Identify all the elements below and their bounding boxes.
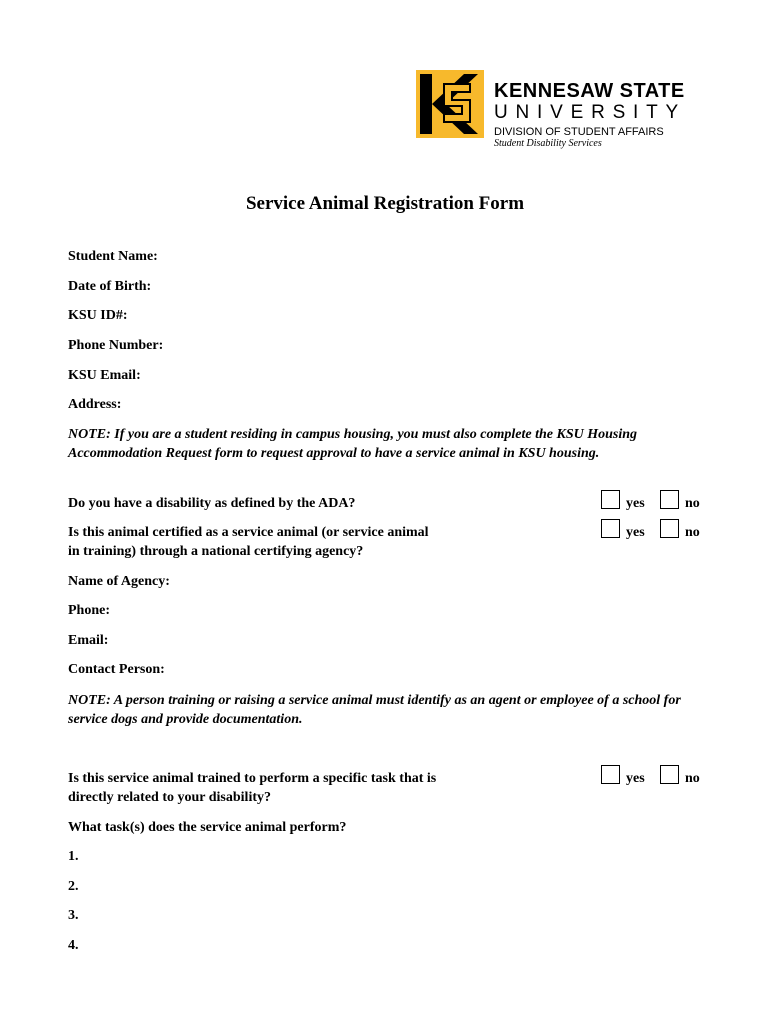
certified-question-line1: Is this animal certified as a service animal (or service animal [68,525,429,540]
certified-yes-checkbox[interactable] [601,519,620,538]
certified-question-line2: in training) through a national certifying agency? [68,544,364,559]
ada-yes-label: yes [626,496,645,511]
training-note: NOTE: A person training or raising a service animal must identify as an agent or employee of a school for service dogs and provide documentation. [68,693,681,727]
contact-person-label: Contact Person: [68,662,165,677]
date-of-birth-label: Date of Birth: [68,279,152,294]
task-no-label: no [685,771,700,786]
logo-line1: KENNESAW STATE [494,80,685,102]
task-item-4: 4. [68,938,79,953]
ada-no-label: no [685,496,700,511]
tasks-label: What task(s) does the service animal perform? [68,820,347,835]
address-label: Address: [68,397,122,412]
form-title: Service Animal Registration Form [245,193,525,214]
ksu-email-label: KSU Email: [68,368,141,383]
logo-line3: DIVISION OF STUDENT AFFAIRS [494,126,664,138]
logo-line2: UNIVERSITY [494,102,687,123]
ada-yes-checkbox[interactable] [601,490,620,509]
task-question-line2: directly related to your disability? [68,790,271,805]
agency-phone-label: Phone: [68,603,110,618]
certified-no-checkbox[interactable] [660,519,679,538]
student-name-label: Student Name: [68,249,158,264]
task-no-checkbox[interactable] [660,765,679,784]
phone-number-label: Phone Number: [68,338,164,353]
housing-note: NOTE: If you are a student residing in campus housing, you must also complete the KSU Housing Accommodation Request form to request approval to have a service animal in KSU housing. [68,427,638,461]
agency-email-label: Email: [68,633,109,648]
certified-no-label: no [685,525,700,540]
ada-no-checkbox[interactable] [660,490,679,509]
task-yes-checkbox[interactable] [601,765,620,784]
task-yes-label: yes [626,771,645,786]
task-question-line1: Is this service animal trained to perform a specific task that is [68,771,437,786]
task-item-2: 2. [68,879,79,894]
agency-name-label: Name of Agency: [68,574,170,589]
ksu-id-label: KSU ID#: [68,308,128,323]
ksu-logo [414,68,704,150]
task-item-3: 3. [68,908,79,923]
task-item-1: 1. [68,849,79,864]
certified-yes-label: yes [626,525,645,540]
logo-line4: Student Disability Services [494,138,602,149]
ada-question: Do you have a disability as defined by the ADA? [68,496,356,511]
ksu-monogram-icon [414,68,486,140]
